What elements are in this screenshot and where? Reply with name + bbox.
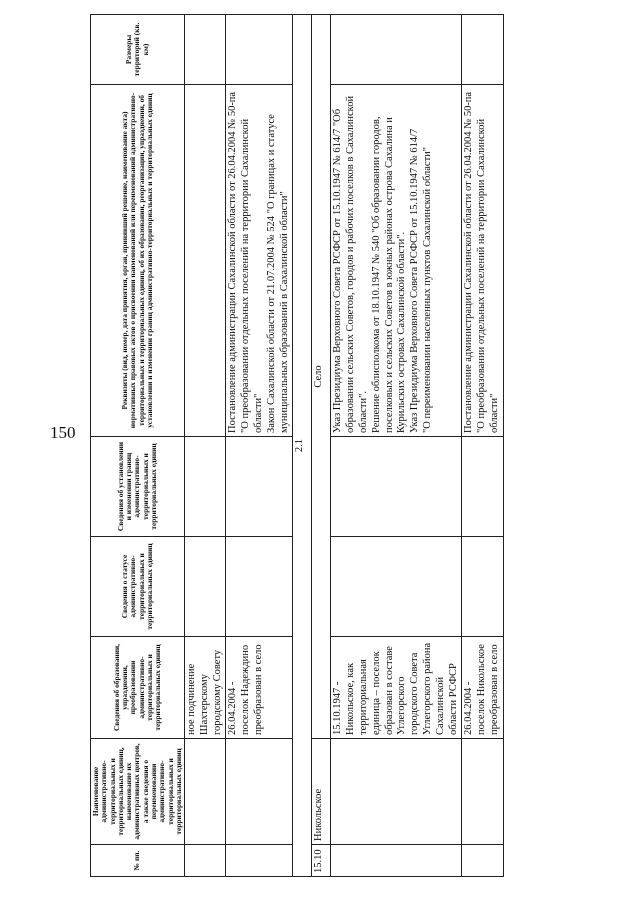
section-label: 2.1 xyxy=(293,15,312,877)
continuation-row-2 xyxy=(226,15,293,877)
continuation-formation-2: 26.04.2004 - поселок Надеждино преобразован в село xyxy=(226,637,293,739)
header-status: Сведения о статусе административно-территориальных и территориальных единиц xyxy=(91,537,185,637)
header-acts: Реквизиты (вид, номер, дата принятия, орган, принявший решение, наименование акта) нормативных правовых актов о присвоении наименований или переименований административно-территориальных и территориальных единиц, об их образовании, реорганизации, упразднении, об установлении и изменении границ административно-территориальных и территориальных единиц xyxy=(91,85,185,437)
entry-acts-2: Постановление администрации Сахалинской области от 26.04.2004 № 50-па "О преобразовании отдельных поселений на территории Сахалинской области" xyxy=(462,85,503,437)
continuation-formation: ное подчинение Шахтерскому городскому Совету xyxy=(185,637,226,739)
entry-number: 15.10 xyxy=(312,845,331,877)
header-name: Наименование административно-территориальных и территориальных единиц, наименование их административных центров, а также сведения о переименовании административно-территориальных и территориальных единиц xyxy=(91,739,185,845)
entry-status: Село xyxy=(312,15,331,739)
header-area: Размеры территорий (кв. км) xyxy=(91,15,185,85)
page-number: 150 xyxy=(50,423,76,442)
registry-table xyxy=(90,14,504,877)
entry-row-2 xyxy=(462,15,503,877)
continuation-acts: Постановление администрации Сахалинской области от 26.04.2004 № 50-па "О преобразовании отдельных поселений на территории Сахалинской области" Закон Сахалинской области от 21.07.2004 № 524 "О границах и статусе муниципальных образований в Сахалинской области" xyxy=(226,85,293,437)
header-boundaries: Сведения об установлении и изменении границ административно-территориальных и территориальных единиц xyxy=(91,437,185,537)
entry-row-1 xyxy=(331,15,462,877)
continuation-row-1 xyxy=(185,15,226,877)
header-row xyxy=(91,15,185,877)
entry-acts-1: Указ Президиума Верховного Совета РСФСР от 15.10.1947 № 614/7 "Об образовании сельских Советов, городов и рабочих поселков в Сахалинской области". Решение облисполкома от 18.10.1947 № 540 "Об образовании городов, поселковых и сельских Советов в южных районах острова Сахалина и Курильских островах Сахалинской области". Указ Президиума Верховного Совета РСФСР от 15.10.1947 № 614/7 "О переименовании населенных пунктов Сахалинской области" xyxy=(331,85,462,437)
entry-name: Никольское xyxy=(312,739,331,845)
header-formation: Сведения об образовании, упразднении, преобразовании административно-территориальных и территориальных единиц xyxy=(91,637,185,739)
section-row xyxy=(293,15,312,877)
header-number: № пп. xyxy=(91,845,185,877)
entry-head-row xyxy=(312,15,331,877)
entry-formation-1: 15.10.1947 - Никольское, как территориальная единица – поселок образован в составе Углегорского городского Совета Углегорского района Сахалинской области РСФСР xyxy=(331,637,462,739)
entry-formation-2: 26.04.2004 - поселок Никольское преобразован в село xyxy=(462,637,503,739)
rotated-table-wrapper xyxy=(90,15,640,877)
